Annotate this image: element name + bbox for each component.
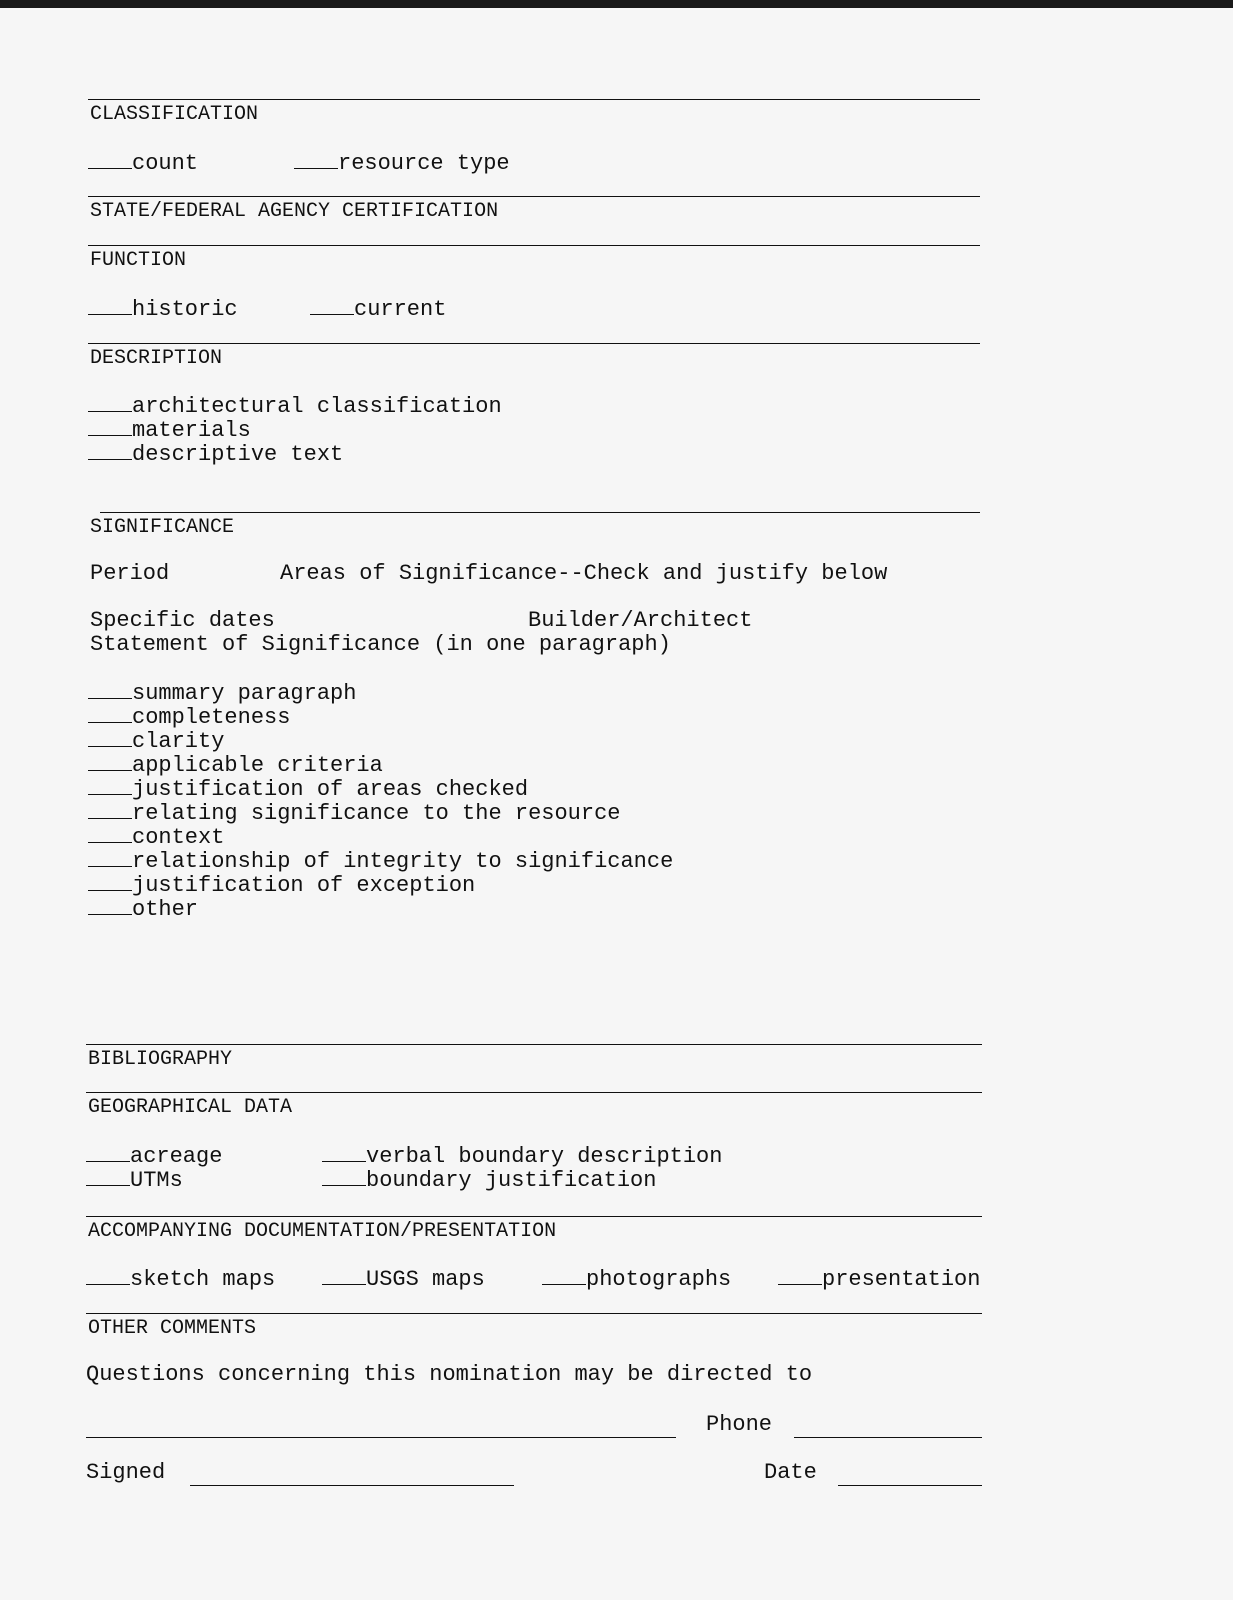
documentation-heading: ACCOMPANYING DOCUMENTATION/PRESENTATION (88, 1220, 557, 1243)
documentation-item[interactable]: sketch maps (86, 1266, 275, 1292)
signed-label: Signed (86, 1460, 166, 1485)
comments-heading: OTHER COMMENTS (88, 1317, 257, 1340)
description-item[interactable]: architectural classification (88, 393, 502, 419)
documentation-item[interactable]: USGS maps (322, 1266, 485, 1292)
check-blank[interactable] (88, 728, 132, 747)
documentation-item[interactable]: photographs (542, 1266, 731, 1292)
significance-item[interactable]: relating significance to the resource (88, 800, 620, 826)
date-label: Date (764, 1460, 817, 1485)
description-item[interactable]: descriptive text (88, 441, 343, 467)
description-item[interactable]: materials (88, 417, 251, 443)
check-blank[interactable] (310, 296, 354, 315)
phone-label: Phone (706, 1412, 773, 1437)
significance-item[interactable]: justification of exception (88, 872, 475, 898)
check-blank[interactable] (88, 824, 132, 843)
check-blank[interactable] (88, 896, 132, 915)
phone-line[interactable] (794, 1437, 982, 1438)
check-blank[interactable] (322, 1266, 366, 1285)
areas-label: Areas of Significance--Check and justify below (280, 561, 888, 586)
geographical-item[interactable]: UTMs (86, 1167, 183, 1193)
builder-architect-label: Builder/Architect (528, 608, 753, 633)
check-blank[interactable] (322, 1167, 366, 1186)
significance-item[interactable]: other (88, 896, 198, 922)
scan-top-edge (0, 0, 1233, 8)
check-blank[interactable] (88, 776, 132, 795)
classification-resource-type-item[interactable]: resource type (294, 150, 510, 176)
significance-item[interactable]: relationship of integrity to significance (88, 848, 673, 874)
geographical-item[interactable]: acreage (86, 1143, 222, 1169)
classification-count-item[interactable]: count (88, 150, 198, 176)
significance-item[interactable]: applicable criteria (88, 752, 383, 778)
significance-item[interactable]: justification of areas checked (88, 776, 528, 802)
check-blank[interactable] (542, 1266, 586, 1285)
description-heading: DESCRIPTION (90, 347, 223, 370)
check-blank[interactable] (88, 752, 132, 771)
questions-text: Questions concerning this nomination may be directed to (86, 1362, 813, 1387)
check-blank[interactable] (88, 800, 132, 819)
period-label: Period (90, 561, 170, 586)
specific-dates-label: Specific dates (90, 608, 275, 633)
check-blank[interactable] (88, 393, 132, 412)
significance-item[interactable]: clarity (88, 728, 224, 754)
certification-heading: STATE/FEDERAL AGENCY CERTIFICATION (90, 200, 499, 223)
section-rule (86, 1216, 982, 1217)
significance-item[interactable]: completeness (88, 704, 290, 730)
classification-heading: CLASSIFICATION (90, 103, 259, 126)
function-current-item[interactable]: current (310, 296, 446, 322)
geographical-item[interactable]: boundary justification (322, 1167, 656, 1193)
check-blank[interactable] (88, 680, 132, 699)
section-rule (86, 1313, 982, 1314)
date-line[interactable] (838, 1485, 982, 1486)
check-blank[interactable] (88, 441, 132, 460)
check-blank[interactable] (778, 1266, 822, 1285)
check-blank[interactable] (88, 872, 132, 891)
check-blank[interactable] (88, 704, 132, 723)
bibliography-heading: BIBLIOGRAPHY (88, 1048, 233, 1071)
check-blank[interactable] (88, 150, 132, 169)
geographical-heading: GEOGRAPHICAL DATA (88, 1096, 293, 1119)
geographical-item[interactable]: verbal boundary description (322, 1143, 722, 1169)
contact-name-line[interactable] (86, 1437, 676, 1438)
section-rule (88, 99, 980, 100)
check-blank[interactable] (322, 1143, 366, 1162)
section-rule (100, 512, 980, 513)
function-historic-item[interactable]: historic (88, 296, 238, 322)
significance-heading: SIGNIFICANCE (90, 516, 235, 539)
function-heading: FUNCTION (90, 249, 187, 272)
signature-line[interactable] (190, 1485, 514, 1486)
documentation-item[interactable]: presentation (778, 1266, 980, 1292)
section-rule (88, 343, 980, 344)
section-rule (88, 245, 980, 246)
check-blank[interactable] (88, 296, 132, 315)
statement-label: Statement of Significance (in one paragraph) (90, 632, 671, 657)
check-blank[interactable] (86, 1167, 130, 1186)
check-blank[interactable] (86, 1143, 130, 1162)
significance-item[interactable]: context (88, 824, 224, 850)
check-blank[interactable] (88, 848, 132, 867)
check-blank[interactable] (294, 150, 338, 169)
check-blank[interactable] (88, 417, 132, 436)
section-rule (88, 196, 980, 197)
significance-item[interactable]: summary paragraph (88, 680, 356, 706)
section-rule (86, 1044, 982, 1045)
check-blank[interactable] (86, 1266, 130, 1285)
section-rule (86, 1092, 982, 1093)
